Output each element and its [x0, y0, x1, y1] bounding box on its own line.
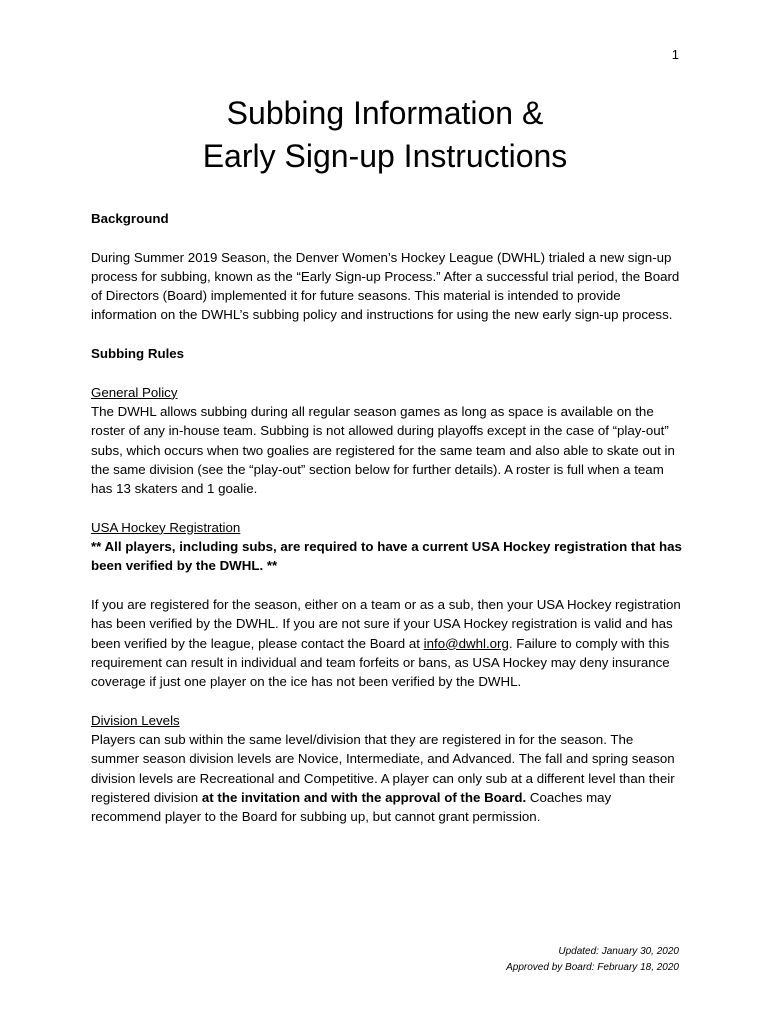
division-text-2: Coaches may recommend player to the Board for subbing up, but cannot grant permission.: [91, 789, 612, 825]
division-text-bold: at the invitation and with the approval of the Board.: [201, 789, 527, 805]
division-text-1: Players can sub within the same level/division that they are registered in for the season. The summer season division levels are Novice, Intermediate, and Advanced. The fall and spring season division levels are Recreational and Competitive. A player can only sub at a different level than their registered division: [91, 732, 675, 805]
general-policy-heading: General Policy: [91, 384, 178, 400]
subbing-rules-heading: Subbing Rules: [91, 346, 185, 362]
updated-date: Updated: January 30, 2020: [558, 946, 679, 957]
usa-hockey-notice: ** All players, including subs, are required to have a current USA Hockey registration that has been verified by the DWHL. **: [91, 539, 682, 574]
page-number: 1: [671, 47, 679, 62]
usa-hockey-text-1: If you are registered for the season, either on a team or as a sub, then your USA Hockey registration has been verified by the DWHL. If you are not sure if your USA Hockey registration is valid and has been verified by the league, please contact the Board at: [91, 596, 681, 651]
usa-hockey-heading: USA Hockey Registration: [91, 519, 241, 535]
footer: [506, 944, 679, 976]
usa-hockey-text-2: . Failure to comply with this requirement can result in individual and team forfeits or bans, as USA Hockey may deny insurance coverage if just one player on the ice has not been verified by the DWHL.: [91, 635, 670, 690]
email-link[interactable]: info@dwhl.org: [423, 635, 509, 651]
approved-date: Approved by Board: February 18, 2020: [506, 962, 679, 973]
division-levels-heading: Division Levels: [91, 712, 180, 728]
document-body: [91, 209, 682, 827]
background-heading: Background: [91, 211, 169, 226]
background-paragraph: During Summer 2019 Season, the Denver Women’s Hockey League (DWHL) trialed a new sign-up process for subbing, known as the “Early Sign-up Process.” After a successful trial period, the Board of Directors (Board) implemented it for future seasons. This material is intended to provide information on the DWHL’s subbing policy and instructions for using the new early sign-up process.: [91, 249, 680, 323]
division-levels-paragraph: [91, 730, 682, 826]
usa-hockey-paragraph: [91, 595, 682, 691]
general-policy-paragraph: The DWHL allows subbing during all regular season games as long as space is available on the roster of any in-house team. Subbing is not allowed during playoffs except in the case of “play-out” subs, which occurs when two goalies are registered for the same team and also able to skate out in the same division (see the “play-out” section below for further details). A roster is full when a team has 13 skaters and 1 goalie.: [91, 403, 675, 497]
title-line-2: Early Sign-up Instructions: [202, 138, 568, 174]
title-line-1: Subbing Information &: [226, 95, 544, 131]
page-title: [0, 92, 770, 178]
